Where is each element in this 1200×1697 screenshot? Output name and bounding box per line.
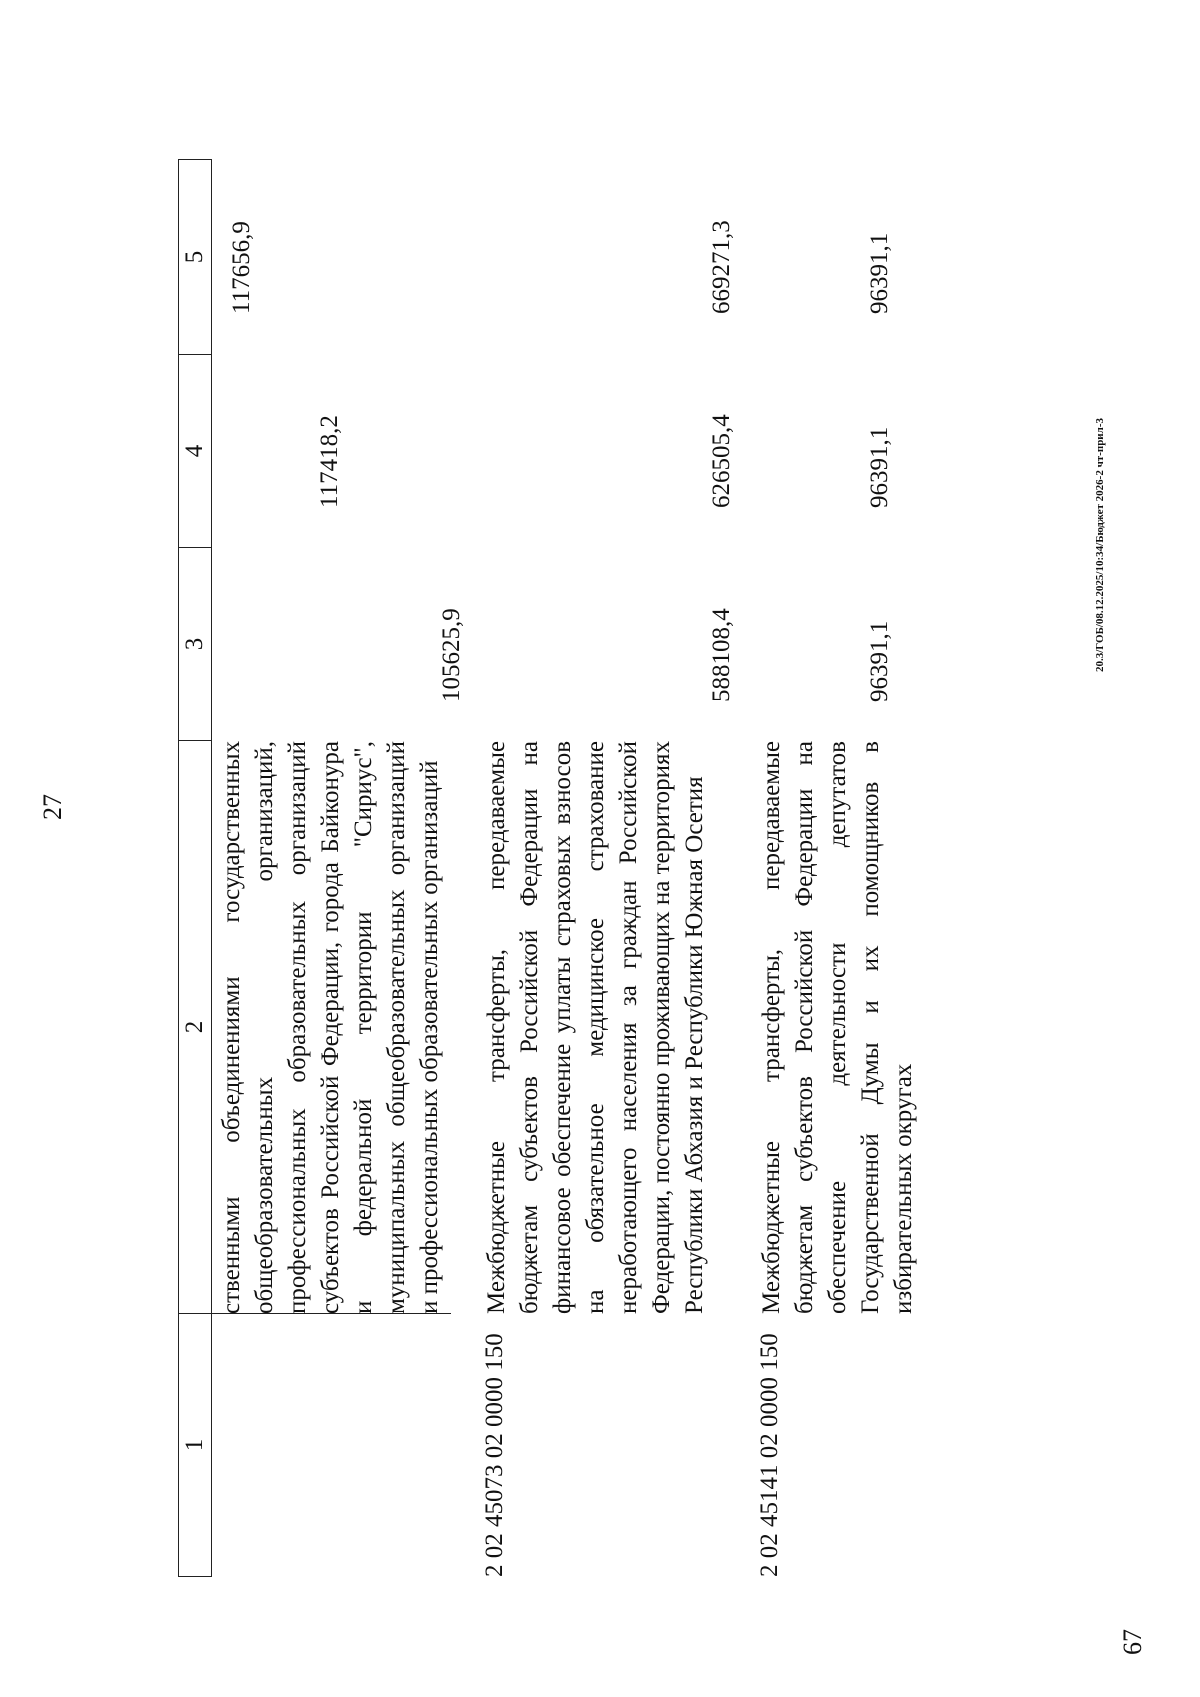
header-col-3: 3 (179, 547, 211, 740)
table-header (178, 159, 212, 1577)
row-description: Межбюджетные трансферты, передаваемые бюджетам субъектов Российской Федерации на обеспечение деятельности депутатов Государственной Думы и их помощников в избирательных округах (758, 741, 917, 1314)
header-col-5: 5 (181, 250, 208, 264)
row-description: Межбюджетные трансферты, передаваемые бюджетам субъектов Российской Федерации на финансовое обеспечение уплаты страховых взносов на обязательное медицинское страхование неработающего населения за граждан Российской Федерации, постоянно проживающих на территориях Республики Абхазия и Республики Южная Осетия (483, 741, 708, 1314)
footer-document-code: 20.3/ГОБ/08.12.2025/10:34/Бюджет 2026-2 чт-прил-3 (1094, 418, 1106, 672)
value-col-3: 96391,1 (866, 620, 893, 702)
header-col-2: 2 (179, 740, 211, 1313)
document-page-number: 67 (1118, 1629, 1147, 1655)
row-description: ственными объединениями государственных общеобразовательных организаций, профессиональных образовательных организаций субъектов Российской Федерации, города Байконура и федеральной территории "Сириус", муниципальных общеобразовательных организаций и профессиональных образовательных организаций (218, 741, 443, 1314)
value-col-4: 96391,1 (866, 426, 893, 508)
header-col-1: 1 (179, 1313, 211, 1576)
value-col-4: 626505,4 (708, 414, 735, 508)
row-code: 2 02 45141 02 0000 150 (756, 1333, 783, 1577)
value-col-3: 588108,4 (708, 608, 735, 702)
value-col-3: 105625,9 (438, 608, 465, 702)
value-col-4: 117418,2 (316, 415, 343, 508)
header-col-4: 4 (179, 354, 211, 547)
row-code: 2 02 45073 02 0000 150 (481, 1333, 508, 1577)
page-number: 27 (38, 794, 67, 820)
value-col-5: 117656,9 (228, 221, 255, 314)
value-col-5: 96391,1 (866, 232, 893, 314)
value-col-5: 669271,3 (708, 220, 735, 314)
